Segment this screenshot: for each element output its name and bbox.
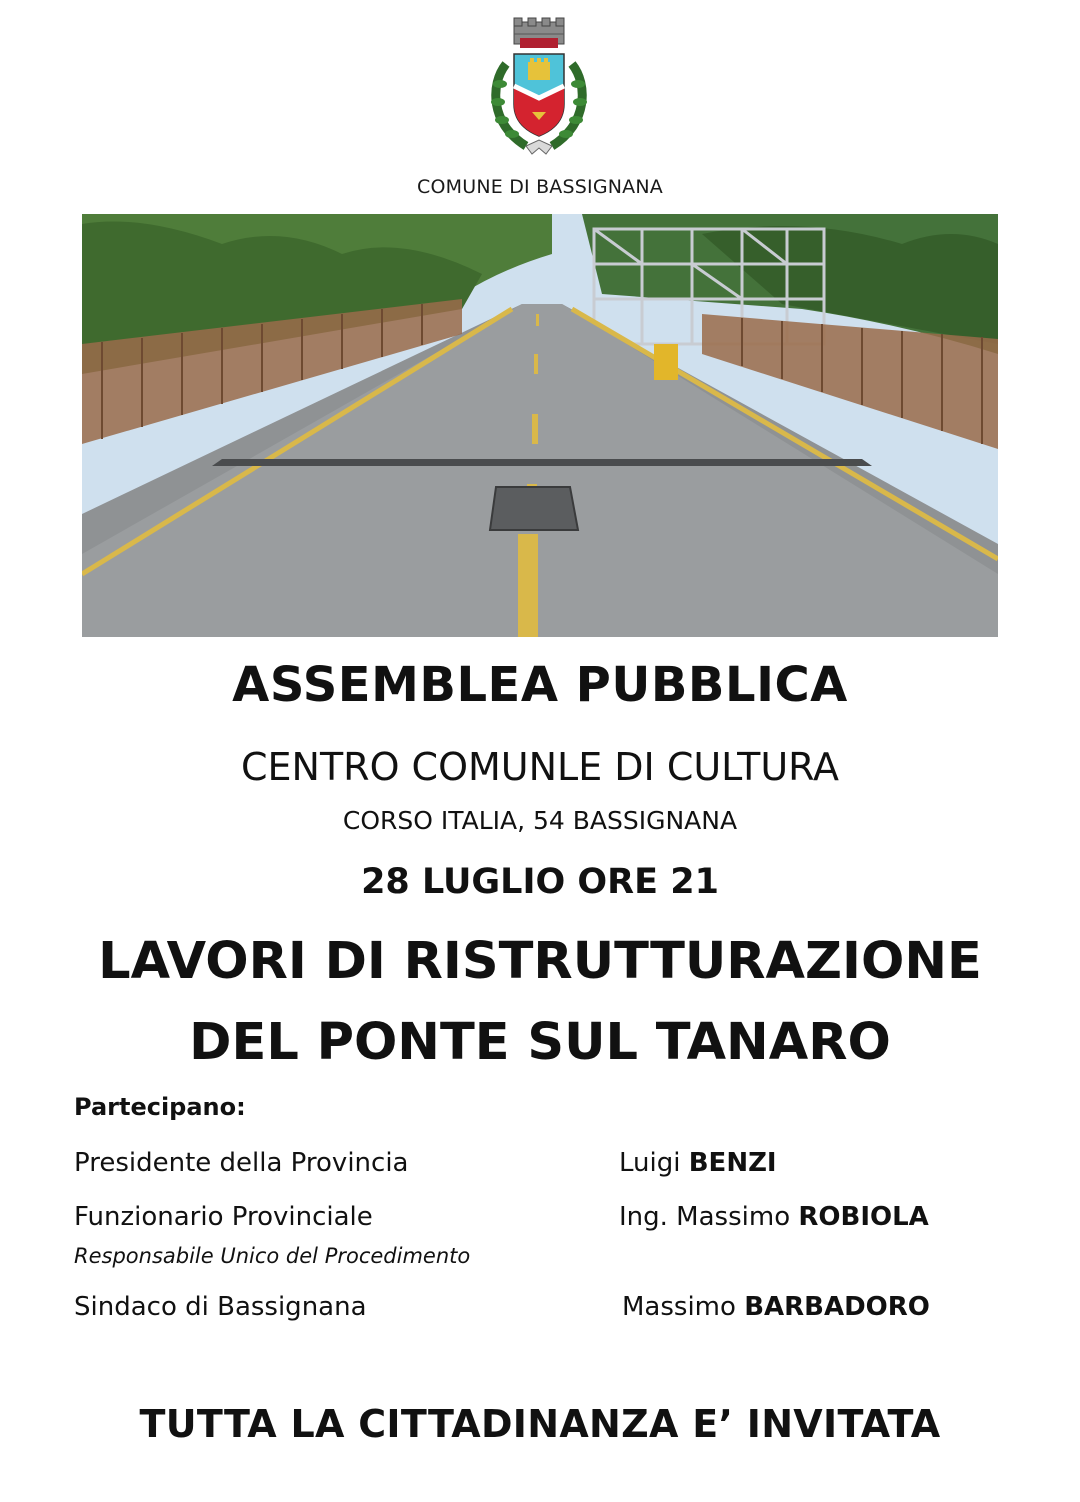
participant-last-name: ROBIOLA <box>798 1202 929 1232</box>
event-title: ASSEMBLEA PUBBLICA <box>232 657 848 713</box>
participant-name <box>622 1292 930 1322</box>
participant-role: Presidente della Provincia <box>74 1148 409 1178</box>
participant-last-name: BENZI <box>688 1148 777 1178</box>
participant-first-name: Ing. Massimo <box>619 1202 791 1232</box>
participants-heading: Partecipano: <box>74 1093 246 1121</box>
participant-last-name: BARBADORO <box>744 1292 930 1322</box>
venue-name: CENTRO COMUNLE DI CULTURA <box>240 745 840 789</box>
invitation-line: TUTTA LA CITTADINANZA E’ INVITATA <box>139 1402 941 1446</box>
participant-first-name: Massimo <box>622 1292 736 1322</box>
topic-line-2: DEL PONTE SUL TANARO <box>189 1013 891 1072</box>
participant-role: Funzionario Provinciale <box>74 1202 373 1232</box>
coat-of-arms-logo <box>484 14 594 164</box>
municipality-name: COMUNE DI BASSIGNANA <box>417 176 663 198</box>
venue-address: CORSO ITALIA, 54 BASSIGNANA <box>342 806 738 835</box>
bridge-photo <box>82 214 998 637</box>
participant-role: Sindaco di Bassignana <box>74 1292 367 1322</box>
participant-subtitle: Responsabile Unico del Procedimento <box>74 1244 471 1268</box>
participant-first-name: Luigi <box>619 1148 681 1178</box>
topic-line-1: LAVORI DI RISTRUTTURAZIONE <box>98 932 982 991</box>
participant-name <box>619 1148 777 1178</box>
participant-name <box>619 1202 929 1232</box>
event-datetime: 28 LUGLIO ORE 21 <box>361 862 719 902</box>
